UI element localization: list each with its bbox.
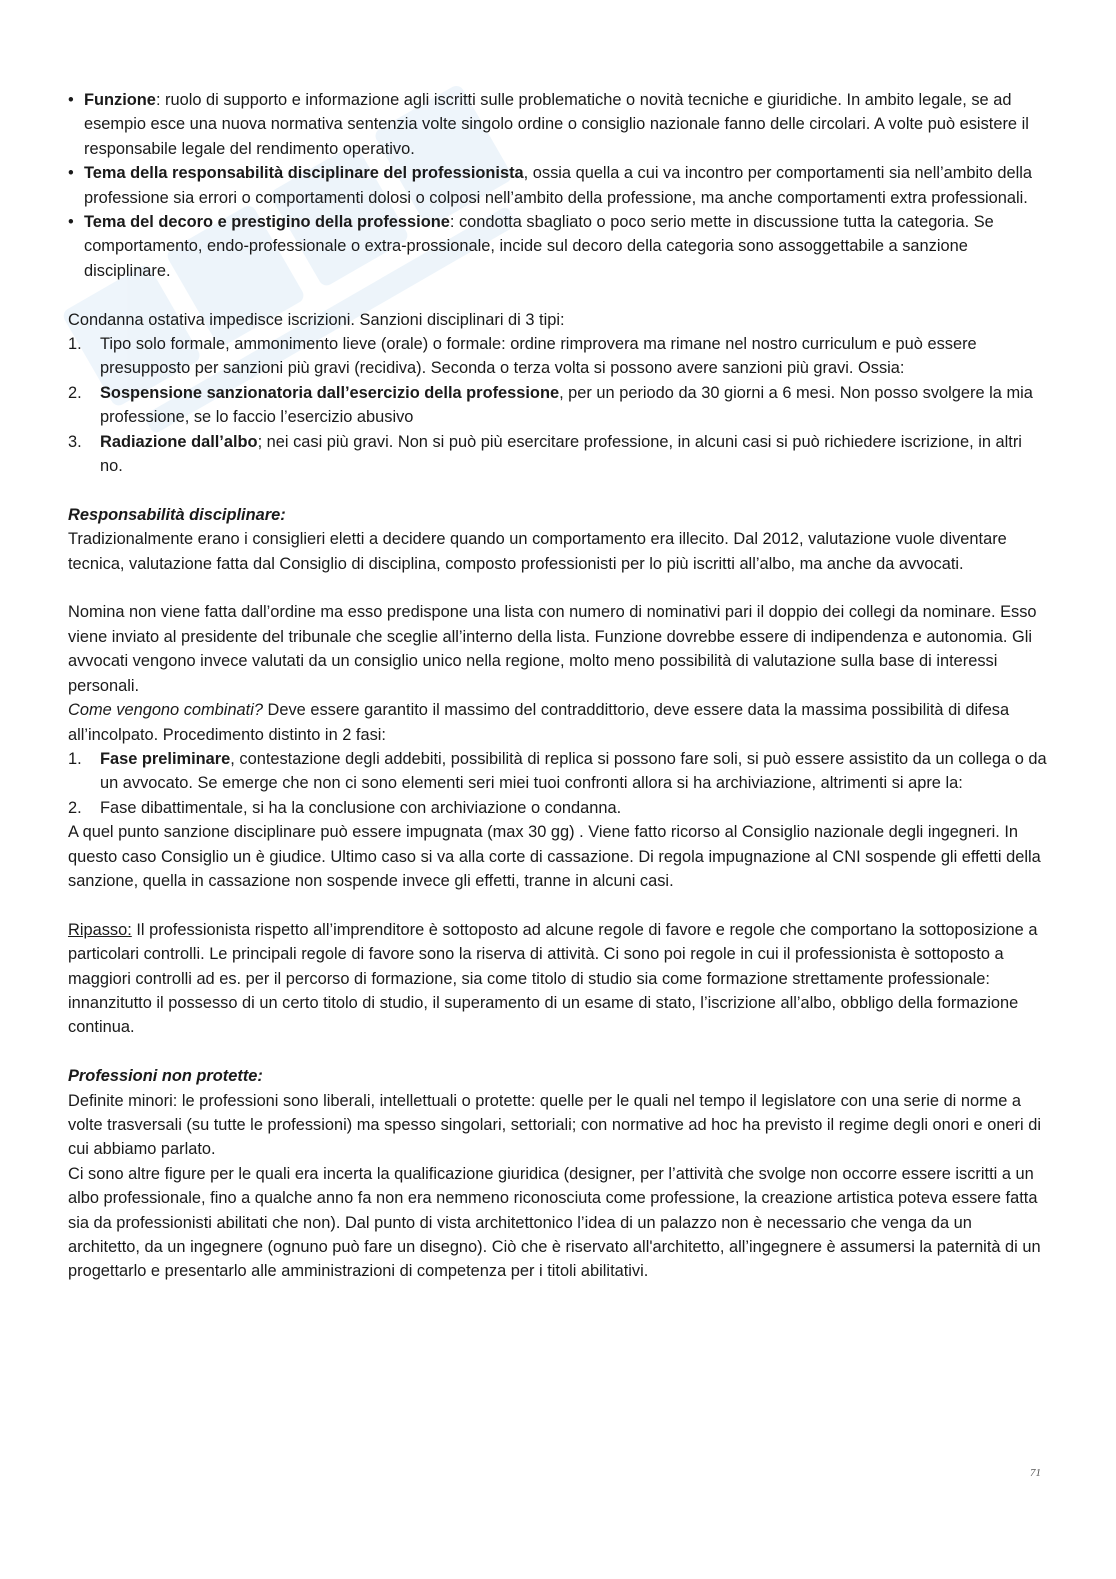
phase-item-1 bbox=[68, 747, 1048, 796]
bullet-mark: • bbox=[68, 164, 74, 183]
ripasso-label: Ripasso: bbox=[68, 920, 132, 939]
section-heading-non-protette: Professioni non protette: bbox=[68, 1067, 263, 1086]
paragraph bbox=[68, 698, 1048, 747]
sanctions-intro: Condanna ostativa impedisce iscrizioni. Sanzioni disciplinari di 3 tipi: bbox=[68, 310, 565, 329]
paragraph: Definite minori: le professioni sono liberali, intellettuali o protette: quelle per le quali nel tempo il legislatore con una serie di norme a volte trasversali (su tutte le professioni) ma spesso singolari, settoriali; con normative ad hoc ha previsto il regime degli onori e oneri di cui abbiamo parlato. bbox=[68, 1091, 1041, 1159]
paragraph: Nomina non viene fatta dall’ordine ma esso predispone una lista con numero di nominativi pari il doppio dei collegi da nominare. Esso viene inviato al presidente del tribunale che sceglie all’interno della lista. Funzione dovrebbe essere di indipendenza e autonomia. Gli avvocati vengono invece valutati da un consiglio unico nella regione, molto meno possibilità di valutazione sulla base di interessi personali. bbox=[68, 603, 1037, 695]
paragraph: Ci sono altre figure per le quali era incerta la qualificazione giuridica (designer, per l’attività che svolge non occorre essere iscritti a un albo professionale, fino a qualche anno fa non era nemmeno riconosciuta come professione, la creazione artistica poteva essere fatta sia da professionisti abilitati che non). Dal punto di vista architettonico l’idea di un palazzo non è necessario che venga da un architetto, da un ingegnere (ognuno può fare un disegno). Ciò che è riservato all'architetto, all’ingegnere è assumersi la paternità di un progettarlo e presentarlo alle amministrazioni di competenza per i titoli abilitativi. bbox=[68, 1164, 1041, 1281]
sanction-bold: Radiazione dall’albo bbox=[100, 432, 258, 451]
ripasso-paragraph bbox=[68, 918, 1048, 1040]
bullet-item-decoro bbox=[68, 210, 1048, 283]
bullet-item-funzione bbox=[68, 88, 1048, 161]
bullet-title: Funzione bbox=[84, 91, 156, 109]
page-number: 71 bbox=[1030, 1467, 1041, 1479]
list-number: 1. bbox=[68, 335, 82, 354]
list-number: 1. bbox=[68, 749, 82, 768]
section-heading-responsabilita: Responsabilità disciplinare: bbox=[68, 505, 286, 524]
sanction-item-1 bbox=[68, 332, 1048, 381]
phase-item-2 bbox=[68, 796, 1048, 820]
sanction-item-2 bbox=[68, 381, 1048, 430]
bullet-title: Tema del decoro e prestigino della professione bbox=[84, 213, 450, 232]
bullet-text: : ruolo di supporto e informazione agli iscritti sulle problematiche o novità tecniche e giuridiche. In ambito legale, se ad esempio esce una nuova normativa sentenzia volte singolo ordine o consiglio nazionale fanno delle circolari. A volte può esistere il responsabile legale del rendimento operativo. bbox=[84, 91, 1029, 158]
bullet-text: : condotta sbagliato o poco serio mette in discussione tutta la categoria. Se comportamento, endo-professionale o extra-prossionale, incide sul decoro della categoria sono assoggettabile a sanzione disciplinare. bbox=[84, 213, 994, 280]
sanction-text: ; nei casi più gravi. Non si può più esercitare professione, in alcuni casi si può richiedere iscrizione, in altri no. bbox=[100, 432, 1022, 476]
sanction-item-3 bbox=[68, 430, 1048, 479]
phase-bold: Fase preliminare bbox=[100, 749, 231, 768]
page-content bbox=[68, 88, 1048, 1284]
paragraph: Tradizionalmente erano i consiglieri eletti a decidere quando un comportamento era illecito. Dal 2012, valutazione vuole diventare tecnica, valutazione fatta dal Consiglio di disciplina, composto professionisti per lo più iscritti all’albo, ma anche da avvocati. bbox=[68, 530, 1007, 573]
bullet-title: Tema della responsabilità disciplinare del professionista bbox=[84, 164, 524, 183]
sanction-text: , per un periodo da 30 giorni a 6 mesi. Non posso svolgere la mia professione, se lo faccio l’esercizio abusivo bbox=[100, 383, 1033, 427]
sanction-text: Tipo solo formale, ammonimento lieve (orale) o formale: ordine rimprovera ma rimane nel nostro curriculum e può essere presupposto per sanzioni più gravi (recidiva). Seconda o terza volta si possono avere sanzioni più gravi. Ossia: bbox=[100, 335, 977, 378]
bullet-text: , ossia quella a cui va incontro per comportamenti sia nell’ambito della professione sia errori o comportamenti dolosi o colposi nell’ambito della professione, ma anche comportamenti extra professionali. bbox=[84, 164, 1033, 207]
question-text: Deve essere garantito il massimo del contraddittorio, deve essere data la massima possibilità di difesa all’incolpato. Procedimento distinto in 2 fasi: bbox=[68, 701, 1010, 744]
bullet-item-responsabilita bbox=[68, 161, 1048, 210]
bullet-mark: • bbox=[68, 91, 74, 109]
paragraph: A quel punto sanzione disciplinare può essere impugnata (max 30 gg) . Viene fatto ricorso al Consiglio nazionale degli ingegneri. In questo caso Consiglio un è giudice. Ultimo caso si va alla corte di cassazione. Di regola impugnazione al CNI sospende gli effetti della sanzione, quella in cassazione non sospende invece gli effetti, tranne in alcuni casi. bbox=[68, 823, 1041, 890]
sanction-bold: Sospensione sanzionatoria dall’esercizio della professione bbox=[100, 383, 560, 402]
phase-text: , contestazione degli addebiti, possibilità di replica si possono fare soli, si può essere assistito da un collega o da un avvocato. Se emerge che non ci sono elementi seri miei tuoi confronti allora si ha archiviazione, altrimenti si apre la: bbox=[100, 749, 1047, 793]
bullet-mark: • bbox=[68, 213, 74, 232]
question-italic: Come vengono combinati? bbox=[68, 701, 263, 720]
list-number: 2. bbox=[68, 383, 82, 402]
list-number: 2. bbox=[68, 798, 82, 817]
phase-text: Fase dibattimentale, si ha la conclusione con archiviazione o condanna. bbox=[100, 798, 622, 817]
list-number: 3. bbox=[68, 432, 82, 451]
ripasso-text: Il professionista rispetto all’imprenditore è sottoposto ad alcune regole di favore e regole che comportano la sottoposizione a particolari controlli. Le principali regole di favore sono la riserva di attività. Ci sono poi regole in cui il professionista è sottoposto a maggiori controlli ad es. per il percorso di formazione, sia come titolo di studio sia come formazione strettamente professionale: innanzitutto il possesso di un certo titolo di studio, il superamento di un esame di stato, l’iscrizione all’albo, obbligo della formazione continua. bbox=[68, 920, 1038, 1037]
